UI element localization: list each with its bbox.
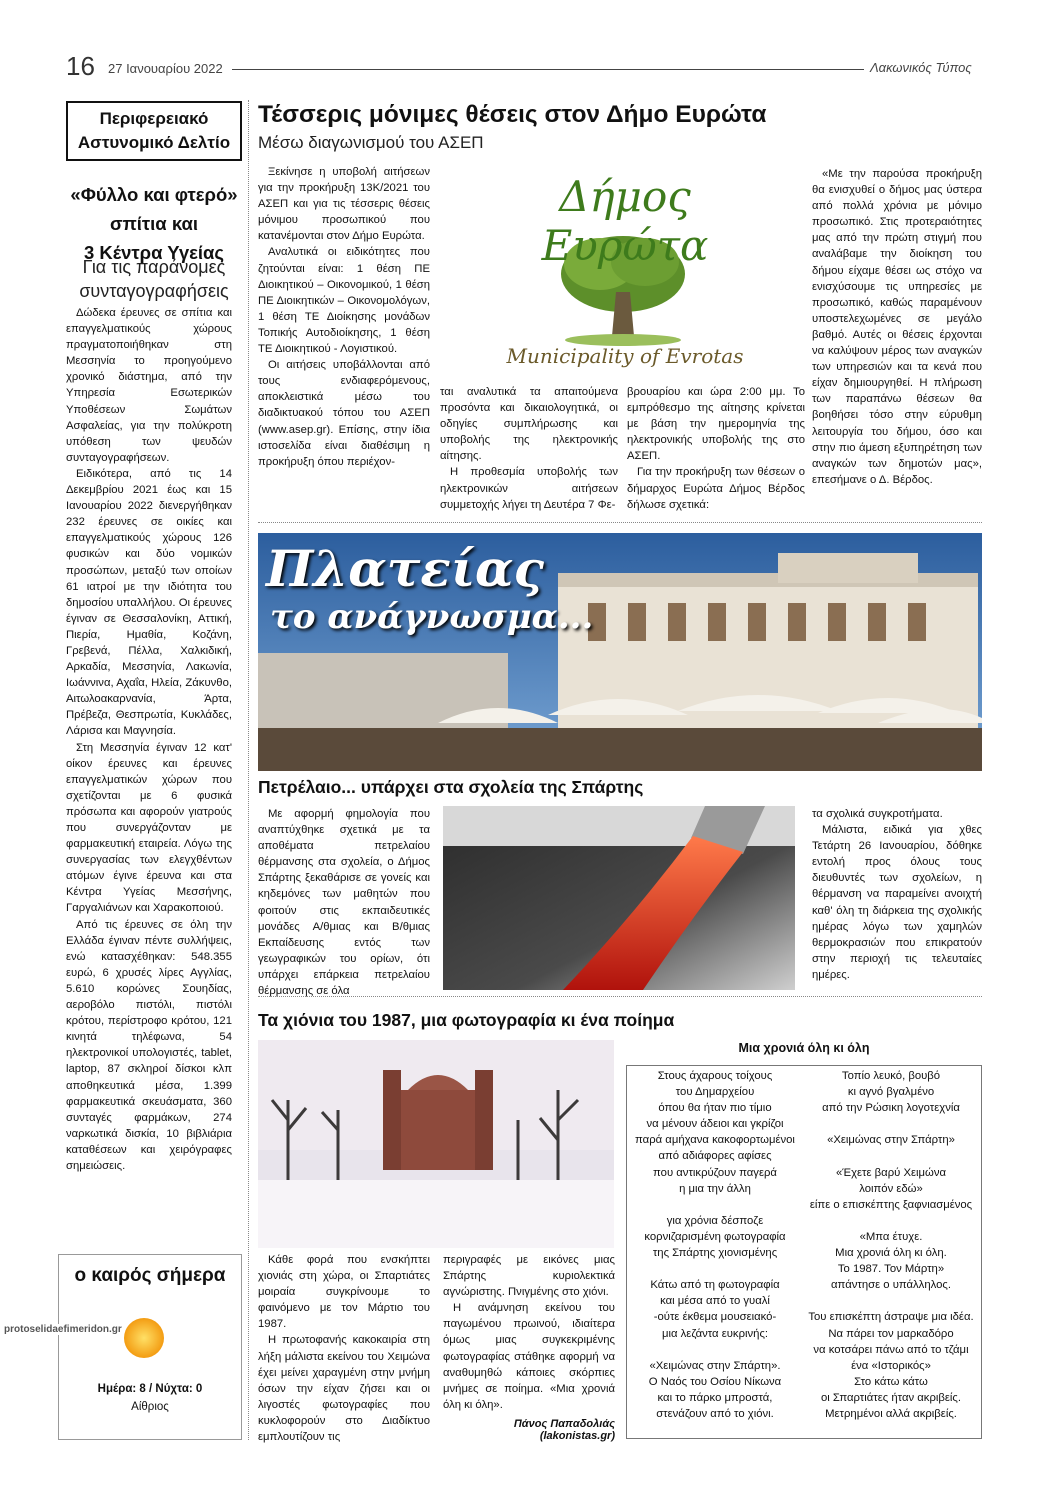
sidebar-subheadline-line-2: συνταγογραφήσεις bbox=[79, 281, 229, 301]
poem-line: και μέσα από το γυαλί bbox=[660, 1295, 770, 1308]
section-divider bbox=[258, 996, 982, 997]
article-column bbox=[443, 1252, 615, 1413]
poem-line: η μια την άλλη bbox=[679, 1182, 751, 1195]
watermark: protoselidaefimeridon.gr bbox=[4, 1324, 122, 1335]
article-paragraph: «Με την παρούσα προκήρυξη θα ενισχυθεί ο δήμος μας ύστερα από πολλά χρόνια με μόνιμο προσωπικό. Στις προτεραιότητες μας από την πρώτη στιγμή που αναλάβαμε την διοίκηση του δήμου είχαμε θέσει ως στόχο να ενισχύσουμε τις υπηρεσίες με προσωπικό, καθώς παραμένουν υποστελεχωμένες σε μεγάλο βαθμό. Αυτές οι θέσεις έρχονται να καλύψουν μέρος των αναγκών των υπηρεσιών και τα κενά που είχαν δημιουργηθεί. Η πλήρωση των παραπάνω θέσεων θα βοηθήσει τόσο στην εύρυθμη λειτουργία του δήμου, όσο και στην πιο άμεση εξυπηρέτηση των αναγκών των δημοτών μας», επεσήμανε ο Δ. Βέρδος. bbox=[812, 168, 982, 486]
poem-line: Στους άχαρους τοίχους bbox=[657, 1070, 773, 1082]
poem-line: και το πάρκο μπροστά, bbox=[657, 1391, 773, 1404]
feature-title-line-1: Πλατείας bbox=[266, 539, 544, 598]
sun-icon bbox=[104, 1306, 184, 1366]
article-paragraph: Ξεκίνησε η υποβολή αιτήσεων για την προκήρυξη 13Κ/2021 του ΑΣΕΠ και για τις τέσσερις θέσεις μόνιμου προσωπικού που κατανέμονται στον Δήμο Ευρώτα. bbox=[258, 166, 430, 243]
poem-line: είπε ο επισκέπτης ξαφνιασμένος bbox=[809, 1198, 973, 1211]
article-subheadline: Μέσω διαγωνισμού του ΑΣΕΠ bbox=[258, 133, 484, 152]
weather-title: ο καιρός σήμερα bbox=[74, 1265, 226, 1286]
logo-subtitle: Municipality of Evrotas bbox=[506, 344, 744, 368]
poem-line: Μια χρονιά όλη κι όλη. bbox=[835, 1247, 947, 1260]
article-paragraph: Με αφορμή φημολογία που αναπτύχθηκε σχετικά με τα αποθέματα πετρελαίου θέρμανσης στα σχολεία, ο Δήμος Σπάρτης ξεκαθάρισε σε γονείς και κηδεμόνες των μαθητών που φοιτούν στις εκπαιδευτικές μονάδες Α/θμιας και Β/θμιας Εκπαίδευσης εντός των γεωγραφικών του ορίων, ότι υπάρχει επάρκεια πετρελαίου θέρμανσης σε όλα bbox=[258, 808, 430, 998]
article-column bbox=[440, 384, 618, 513]
poem-line bbox=[630, 1197, 800, 1213]
sidebar-headline-line-2: σπίτια και bbox=[109, 213, 199, 234]
article-headline: Πετρέλαιο... υπάρχει στα σχολεία της Σπάρτης bbox=[258, 777, 644, 797]
column-divider bbox=[248, 100, 249, 1440]
sidebar-subheadline bbox=[66, 255, 242, 303]
feature-title-line-2: το ανάγνωσμα... bbox=[270, 597, 594, 637]
article-paragraph: Η προθεσμία υποβολής των ηλεκτρονικών αιτήσεων συμμετοχής λήγει τη Δευτέρα 7 Φε- bbox=[440, 466, 618, 511]
sidebar-subheadline-line-1: Για τις παράνομες bbox=[82, 257, 226, 277]
article-paragraph: Αναλυτικά οι ειδικότητες που ζητούνται είναι: 1 θέση ΠΕ Διοικητικού – Οικονομικού, 1 θέση ΠΕ Διοικητικών – Οικονομολόγων, 1 θέση ΤΕ Διοίκησης μονάδων Τοπικής Αυτοδιοίκησης, 1 θέση ΤΕ Διοικητικού - Λογιστικού. bbox=[258, 246, 430, 356]
poem-column-left bbox=[630, 1068, 800, 1422]
poem-title: Μια χρονιά όλη κι όλη bbox=[738, 1041, 870, 1055]
poem-line: από την Ρώσικη λογοτεχνία bbox=[822, 1102, 960, 1115]
poem-line: της Σπάρτης χιονισμένης bbox=[652, 1247, 778, 1260]
municipality-logo bbox=[440, 164, 805, 376]
article-paragraph: Κάθε φορά που ενσκήπτει χιονιάς στη χώρα, οι Σπαρτιάτες μοιραία συγκρίνουμε το φαινόμενο με τον Μάρτιο του 1987. bbox=[258, 1254, 430, 1331]
oil-pipe-photo bbox=[443, 806, 795, 990]
sidebar-paragraph: Ειδικότερα, από τις 14 Δεκεμβρίου 2021 έως και 15 Ιανουαρίου 2022 διενεργήθηκαν 232 έρευνες σε οικίες και επαγγελματικούς χώρους 126 φυσικών και δύο νομικών προσώπων, μεταξύ των οποίων 61 ιατροί με την ιδιότητα του δημοσίου υπαλλήλου. Οι έρευνες έγιναν σε Θεσσαλονίκη, Αττική, Πιερία, Ημαθία, Κοζάνη, Γρεβενά, Πέλλα, Χαλκιδική, Αρκαδία, Μεσσηνία, Λακωνία, Ιωάννινα, Αχαΐα, Ηλεία, Ζάκυνθο, Αιτωλοακαρνανία, Άρτα, Πρέβεζα, Θεσπρωτία, Κυκλάδες, Λάρισα και Μαγνησία. bbox=[66, 467, 232, 738]
article-author: Πάνος Παπαδολιάς (lakonistas.gr) bbox=[513, 1418, 615, 1442]
article-column bbox=[258, 806, 430, 999]
sidebar-headline-line-1: «Φύλλο και φτερό» bbox=[70, 184, 238, 205]
poem-line: Τοπίο λευκό, βουβό bbox=[841, 1070, 941, 1082]
poem-line: «Χειμώνας στην Σπάρτη» bbox=[827, 1134, 955, 1147]
sidebar-headline bbox=[66, 180, 242, 267]
poem-line bbox=[630, 1342, 800, 1358]
article-paragraph: Οι αιτήσεις υποβάλλονται από τους ενδιαφερόμενους, αποκλειστικά μέσω του διαδικτυακού τόπου του ΑΣΕΠ (www.asep.gr). Επίσης, στην ίδια ιστοσελίδα είναι διαθέσιμη η προκήρυξη όπου περιέχον- bbox=[258, 359, 430, 468]
header-rule bbox=[232, 69, 864, 70]
poem-line: που αντικρύζουν παγερά bbox=[653, 1166, 777, 1179]
poem-line: να κοτσάρει πάνω από το τζάμι bbox=[813, 1343, 969, 1356]
poem-line: για χρόνια δέσποζε bbox=[666, 1214, 764, 1227]
poem-column-right bbox=[805, 1068, 977, 1422]
poem-line: -ούτε έκθεμα μουσειακό- bbox=[653, 1311, 777, 1324]
article-headline: Τέσσερις μόνιμες θέσεις στον Δήμο Ευρώτα bbox=[258, 101, 767, 128]
article-column bbox=[812, 166, 982, 488]
article-column bbox=[812, 806, 982, 983]
poem-line: Μετρημένοι αλλά ακριβείς. bbox=[825, 1407, 957, 1420]
section-label-line-2: Αστυνομικό Δελτίο bbox=[77, 133, 231, 152]
article-headline: Τα χιόνια του 1987, μια φωτογραφία κι ένα ποίημα bbox=[258, 1010, 675, 1030]
poem-line: Να πάρει τον μαρκαδόρο bbox=[828, 1327, 954, 1340]
poem-line bbox=[630, 1261, 800, 1277]
oil-pipe-graphic bbox=[443, 806, 795, 990]
snow-church-graphic bbox=[258, 1040, 614, 1248]
sidebar-headline-line-3: 3 Κέντρα Υγείας bbox=[83, 242, 225, 263]
sidebar-paragraph: Στη Μεσσηνία έγιναν 12 κατ' οίκον έρευνες και έρευνες επαγγελματικών χώρων που σχετίζονται με 6 φυσικά πρόσωπα και αφορούν γιατρούς που συνεργάζονταν με φαρμακευτική εταιρεία. Λόγω της συνεργασίας των ελεγχθέντων ατόμων έγινε έρευνα και στα Κέντρα Υγείας Μεσσήνης, Γαργαλιάνων και Χαρακοποιού. bbox=[66, 741, 232, 915]
snow-church-photo bbox=[258, 1040, 614, 1248]
poem-line: Στο κάτω κάτω bbox=[854, 1375, 928, 1388]
article-column bbox=[258, 1252, 430, 1445]
article-column bbox=[627, 384, 805, 513]
article-paragraph: Για την προκήρυξη των θέσεων ο δήμαρχος Ευρώτα Δήμος Βέρδος δήλωσε σχετικά: bbox=[627, 466, 805, 511]
poem-line: Ο Ναός του Οσίου Νίκωνα bbox=[648, 1375, 782, 1388]
poem-line: «Μπα έτυχε. bbox=[859, 1230, 923, 1243]
poem-line bbox=[805, 1148, 977, 1164]
poem-line: Του επισκέπτη άστραψε μια ιδέα. bbox=[808, 1311, 974, 1324]
poem-line: κι αγνό βγαλμένο bbox=[847, 1086, 935, 1099]
article-paragraph: Η ανάμνηση εκείνου του παγωμένου πρωινού, ιδιαίτερα όμως μιας συγκεκριμένης φωτογραφίας στάθηκε αφορμή να αναθυμηθώ κάποιες σκόρπιες μνήμες σε ποίημα. «Μια χρονιά όλη κι όλη». bbox=[443, 1302, 615, 1411]
poem-line: να μένουν άδειοι και γκρίζοι bbox=[646, 1118, 784, 1131]
section-divider bbox=[258, 522, 982, 523]
issue-date: 27 Ιανουαρίου 2022 bbox=[108, 61, 223, 76]
poem-line: μια λεζάντα ευκρινής: bbox=[661, 1327, 769, 1340]
poem-line bbox=[805, 1116, 977, 1132]
sidebar-paragraph: Από τις έρευνες σε όλη την Ελλάδα έγιναν πέντε συλλήψεις, ενώ κατασχέθηκαν: 548.355 ευρώ, 6 χρυσές λίρες Αγγλίας, 5.610 κορώνες Σουηδίας, αεροβόλο πιστόλι, πιστόλι κρότου, περίστροφο κρότου, 121 κινητά τηλέφωνα, 54 ηλεκτρονικοί υπολογιστές, tablet, laptop, 87 σκληροί δίσκοι κλπ αποθηκευτικά μέσα, 1.399 φαρμακευτικά σκευάσματα, 360 συνταγές φαρμάκων, 274 ναρκωτικά δισκία, 10 βιβλιάρια καταθέσεων και χειρόγραφες σημειώσεις. bbox=[66, 918, 232, 1172]
page-number: 16 bbox=[66, 51, 95, 81]
poem-line bbox=[805, 1213, 977, 1229]
poem-line: στενάζουν από το χιόνι. bbox=[656, 1407, 774, 1420]
logo-title: Δήμος Ευρώτα bbox=[541, 172, 709, 270]
poem-line: παρά αμήχανα κακοφορτωμένοι bbox=[635, 1134, 795, 1147]
article-paragraph: περιγραφές με εικόνες μιας Σπάρτης κυριολεκτικά αγνώριστης. Πνιγμένης στο χιόνι. bbox=[443, 1254, 615, 1299]
poem-line: όπου θα ήταν πιο τίμιο bbox=[658, 1102, 772, 1115]
poem-line: κορνιζαρισμένη φωτογραφία bbox=[644, 1230, 786, 1243]
sidebar-article-body bbox=[66, 305, 232, 1174]
poem-line: ένα «Ιστορικός» bbox=[851, 1359, 931, 1372]
article-paragraph: βρουαρίου και ώρα 2:00 μμ. Το εμπρόθεσμο της αίτησης κρίνεται με βάση την ημερομηνία της ηλεκτρονικής υποβολής της στο ΑΣΕΠ. bbox=[627, 386, 805, 463]
article-column bbox=[258, 164, 430, 470]
square-photo bbox=[258, 533, 982, 771]
section-label-box bbox=[66, 101, 242, 161]
weather-temperatures: Ημέρα: 8 / Νύχτα: 0 bbox=[97, 1383, 203, 1395]
poem-line: λοιπόν εδώ» bbox=[859, 1182, 923, 1195]
sidebar-paragraph: Δώδεκα έρευνες σε σπίτια και επαγγελματικούς χώρους πραγματοποιήθηκαν στη Μεσσηνία το προηγούμενο χρονικό διάστημα, από την Υπηρεσία Εσωτερικών Υποθέσεων Σωμάτων Ασφαλείας, για την πολύκροτη υπόθεση των ψευδών συνταγογραφήσεων. bbox=[66, 307, 232, 464]
poem-line: «Έχετε βαρύ Χειμώνα bbox=[835, 1166, 947, 1179]
publication-name: Λακωνικός Τύπος bbox=[870, 60, 972, 75]
article-paragraph: τα σχολικά συγκροτήματα. bbox=[812, 808, 943, 820]
poem-line: Κάτω από τη φωτογραφία bbox=[650, 1279, 780, 1292]
article-paragraph: Μάλιστα, ειδικά για χθες Τετάρτη 26 Ιανουαρίου, δόθηκε εντολή προς όλους τους διευθυντές των σχολείων, η θέρμανση να παραμείνει ανοιχτή καθ' όλη τη διάρκεια της σχολικής ημέρας λόγω των χαμηλών θερμοκρασιών που επικρατούν στην περιοχή τις τελευταίες ημέρες. bbox=[812, 824, 982, 981]
poem-line: Το 1987. Τον Μάρτη» bbox=[837, 1263, 945, 1276]
poem-line bbox=[805, 1293, 977, 1309]
poem-line: του Δημαρχείου bbox=[675, 1086, 755, 1099]
poem-line: από αδιάφορες αφίσες bbox=[658, 1150, 772, 1163]
poem-line: απάντησε ο υπάλληλος. bbox=[831, 1279, 951, 1292]
poem-line: οι Σπαρτιάτες ήταν ακριβείς. bbox=[820, 1391, 962, 1404]
section-label-line-1: Περιφερειακό bbox=[99, 109, 209, 128]
poem-line: «Χειμώνας στην Σπάρτη». bbox=[649, 1359, 781, 1372]
article-paragraph: ται αναλυτικά τα απαιτούμενα προσόντα και δικαιολογητικά, οι οδηγίες συμπλήρωσης και υποβολής της ηλεκτρονικής αίτησης. bbox=[440, 386, 618, 463]
weather-condition: Αίθριος bbox=[131, 1401, 169, 1413]
article-paragraph: Η πρωτοφανής κακοκαιρία στη λήξη μάλιστα εκείνου του Χειμώνα έχει μείνει χαραγμένη στην μνήμη όσων την είχαν ζήσει και οι λιγοστές φωτογραφίες που κυκλοφορούν στο Διαδίκτυο εμπλουτίζουν τις bbox=[258, 1334, 430, 1444]
